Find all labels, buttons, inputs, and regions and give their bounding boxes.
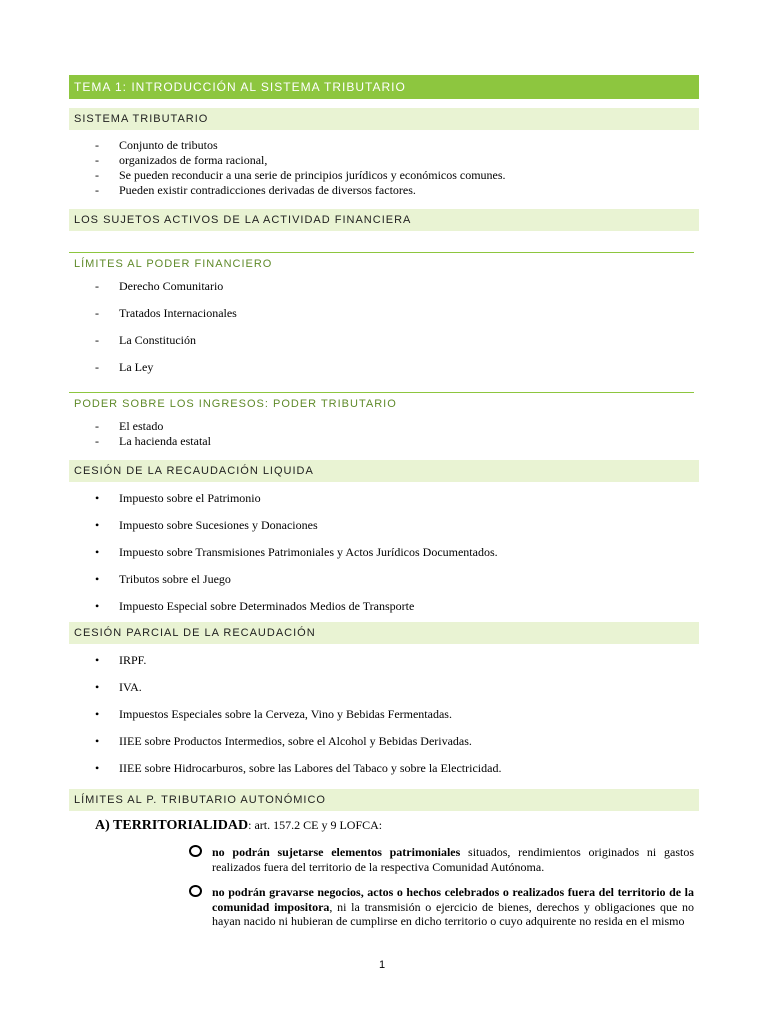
list-item: • Impuesto sobre Sucesiones y Donaciones bbox=[95, 518, 498, 545]
heading-sistema-tributario: SISTEMA TRIBUTARIO bbox=[69, 108, 699, 130]
list-cesion-parcial bbox=[95, 653, 501, 788]
list-item: • IIEE sobre Hidrocarburos, sobre las Labores del Tabaco y sobre la Electricidad. bbox=[95, 761, 501, 788]
list-cesion-liquida bbox=[95, 491, 498, 626]
page-number: 1 bbox=[379, 959, 386, 971]
list-item: - organizados de forma racional, bbox=[95, 153, 506, 168]
heading-cesion-parcial: CESIÓN PARCIAL DE LA RECAUDACIÓN bbox=[69, 622, 699, 644]
list-item: - Conjunto de tributos bbox=[95, 138, 506, 153]
paragraph-bold: no podrán sujetarse elementos patrimoniales bbox=[212, 845, 461, 859]
heading-limites-autonomico: LÍMITES AL P. TRIBUTARIO AUTONÓMICO bbox=[69, 789, 699, 811]
heading-cesion-liquida: CESIÓN DE LA RECAUDACIÓN LIQUIDA bbox=[69, 460, 699, 482]
list-item: - La hacienda estatal bbox=[95, 434, 211, 449]
list-item: - La Ley bbox=[95, 360, 237, 387]
list-item: - Derecho Comunitario bbox=[95, 279, 237, 306]
list-item: - Tratados Internacionales bbox=[95, 306, 237, 333]
list-poder bbox=[95, 419, 211, 449]
list-item: • IIEE sobre Productos Intermedios, sobre el Alcohol y Bebidas Derivadas. bbox=[95, 734, 501, 761]
territorialidad-heading bbox=[95, 818, 382, 834]
heading-limites-poder-financiero: LÍMITES AL PODER FINANCIERO bbox=[69, 252, 694, 272]
list-item: • Impuestos Especiales sobre la Cerveza, Vino y Bebidas Fermentadas. bbox=[95, 707, 501, 734]
list-item: • Impuesto sobre Transmisiones Patrimoniales y Actos Jurídicos Documentados. bbox=[95, 545, 498, 572]
list-limites bbox=[95, 279, 237, 387]
document-title: TEMA 1: INTRODUCCIÓN AL SISTEMA TRIBUTARIO bbox=[69, 75, 699, 99]
heading-poder-tributario: PODER SOBRE LOS INGRESOS: PODER TRIBUTARIO bbox=[69, 392, 694, 412]
territorialidad-reference: : art. 157.2 CE y 9 LOFCA: bbox=[248, 818, 383, 832]
paragraph-text: , ni la transmisión o ejercicio de bienes, derechos y obligaciones que no hayan nacido ni hubieran de cumplirse en dicho territorio o cuyo adquirente no resida en el mismo bbox=[212, 899, 694, 928]
circle-bullet-icon bbox=[189, 885, 202, 897]
territorialidad-label: A) TERRITORIALIDAD bbox=[95, 818, 249, 833]
list-item: - La Constitución bbox=[95, 333, 237, 360]
list-item: - El estado bbox=[95, 419, 211, 434]
list-item: • Impuesto sobre el Patrimonio bbox=[95, 491, 498, 518]
paragraph-negocios bbox=[212, 885, 694, 929]
list-item: • IVA. bbox=[95, 680, 501, 707]
heading-sujetos-activos: LOS SUJETOS ACTIVOS DE LA ACTIVIDAD FINANCIERA bbox=[69, 209, 699, 231]
list-item: • Impuesto Especial sobre Determinados Medios de Transporte bbox=[95, 599, 498, 626]
list-sistema bbox=[95, 138, 506, 198]
list-item: - Se pueden reconducir a una serie de principios jurídicos y económicos comunes. bbox=[95, 168, 506, 183]
list-item: - Pueden existir contradicciones derivadas de diversos factores. bbox=[95, 183, 506, 198]
list-item: • IRPF. bbox=[95, 653, 501, 680]
circle-bullet-icon bbox=[189, 845, 202, 857]
paragraph-patrimoniales bbox=[212, 845, 694, 874]
list-item: • Tributos sobre el Juego bbox=[95, 572, 498, 599]
paragraph-text: situados, rendimientos originados ni gastos realizados fuera del territorio de la respectiva Comunidad Autónoma. bbox=[212, 845, 694, 874]
paragraph-bold: no podrán gravarse negocios, actos o hechos celebrados o realizados fuera del territorio de la comunidad impositora bbox=[212, 885, 694, 914]
